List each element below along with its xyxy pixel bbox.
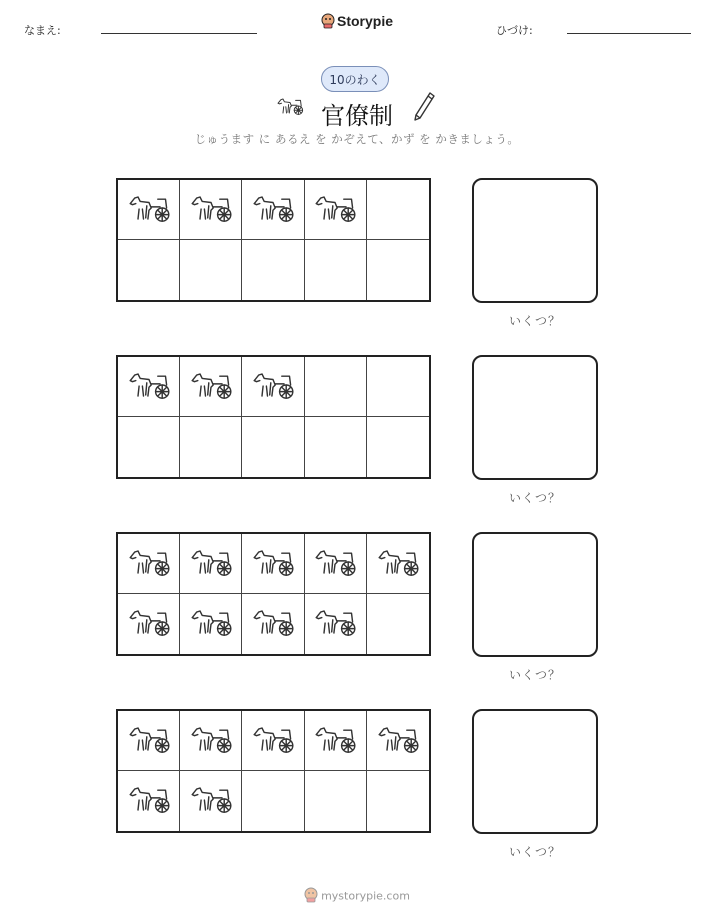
frame-cell	[242, 417, 304, 477]
frame-cell	[305, 594, 367, 654]
frame-cell	[180, 357, 242, 417]
frame-cell	[305, 534, 367, 594]
instructions: じゅうます に あるえ を かぞえて、かず を かきましょう。	[194, 132, 520, 146]
horse-chariot-icon	[127, 783, 171, 819]
frame-cell	[367, 771, 429, 831]
ten-frame-3	[116, 532, 431, 656]
frame-cell	[180, 180, 242, 240]
answer-box-2[interactable]	[472, 355, 598, 480]
topic-badge: 10のわく	[321, 66, 389, 92]
frame-cell	[242, 240, 304, 300]
pencil-icon	[412, 90, 436, 126]
horse-chariot-icon	[127, 369, 171, 405]
frame-cell	[118, 534, 180, 594]
brand	[0, 13, 714, 32]
storypie-logo-icon	[304, 887, 318, 906]
horse-chariot-icon	[127, 192, 171, 228]
frame-cell	[367, 417, 429, 477]
date-field-line[interactable]	[567, 33, 691, 34]
ten-frame-4	[116, 709, 431, 833]
frame-cell	[367, 711, 429, 771]
frame-cell	[305, 180, 367, 240]
frame-cell	[305, 240, 367, 300]
horse-chariot-icon	[189, 783, 233, 819]
frame-cell	[305, 711, 367, 771]
horse-chariot-icon	[189, 606, 233, 642]
frame-cell	[305, 417, 367, 477]
horse-chariot-icon	[189, 192, 233, 228]
frame-cell	[367, 240, 429, 300]
name-label: なまえ:	[24, 24, 61, 37]
frame-cell	[180, 240, 242, 300]
horse-chariot-icon	[251, 606, 295, 642]
frame-cell	[242, 711, 304, 771]
frame-cell	[118, 357, 180, 417]
storypie-logo-icon	[321, 13, 335, 32]
frame-cell	[242, 180, 304, 240]
horse-chariot-icon	[127, 606, 171, 642]
answer-box-4[interactable]	[472, 709, 598, 834]
answer-prompt-4: いくつ？	[508, 845, 561, 859]
frame-cell	[180, 711, 242, 771]
frame-cell	[180, 417, 242, 477]
frame-cell	[118, 417, 180, 477]
frame-cell	[367, 594, 429, 654]
frame-cell	[367, 180, 429, 240]
horse-chariot-icon	[189, 369, 233, 405]
ten-frame-1	[116, 178, 431, 302]
horse-chariot-icon	[251, 369, 295, 405]
worksheet-title: 官僚制	[321, 102, 393, 130]
horse-chariot-icon	[313, 546, 357, 582]
footer	[0, 887, 714, 906]
answer-box-3[interactable]	[472, 532, 598, 657]
frame-cell	[118, 594, 180, 654]
frame-cell	[242, 771, 304, 831]
frame-cell	[367, 534, 429, 594]
ten-frame-2	[116, 355, 431, 479]
footer-site: mystorypie.com	[321, 889, 410, 903]
horse-chariot-icon	[376, 723, 420, 759]
date-label: ひづけ:	[496, 24, 533, 37]
horse-chariot-icon	[127, 723, 171, 759]
frame-cell	[305, 771, 367, 831]
horse-chariot-icon	[251, 546, 295, 582]
frame-cell	[305, 357, 367, 417]
horse-chariot-icon	[313, 192, 357, 228]
frame-cell	[180, 534, 242, 594]
horse-chariot-icon	[189, 546, 233, 582]
frame-cell	[118, 711, 180, 771]
brand-name: Storypie	[336, 13, 393, 30]
frame-cell	[242, 534, 304, 594]
frame-cell	[118, 771, 180, 831]
horse-chariot-icon	[251, 192, 295, 228]
frame-cell	[242, 357, 304, 417]
horse-chariot-icon	[376, 546, 420, 582]
answer-box-1[interactable]	[472, 178, 598, 303]
answer-prompt-2: いくつ？	[508, 491, 561, 505]
frame-cell	[367, 357, 429, 417]
frame-cell	[118, 240, 180, 300]
frame-cell	[180, 771, 242, 831]
frame-cell	[180, 594, 242, 654]
name-field-line[interactable]	[101, 33, 257, 34]
horse-chariot-icon	[313, 606, 357, 642]
frame-cell	[242, 594, 304, 654]
horse-chariot-icon	[127, 546, 171, 582]
answer-prompt-3: いくつ？	[508, 668, 561, 682]
horse-chariot-icon	[313, 723, 357, 759]
horse-chariot-icon	[251, 723, 295, 759]
frame-cell	[118, 180, 180, 240]
answer-prompt-1: いくつ？	[508, 314, 561, 328]
horse-chariot-icon	[189, 723, 233, 759]
